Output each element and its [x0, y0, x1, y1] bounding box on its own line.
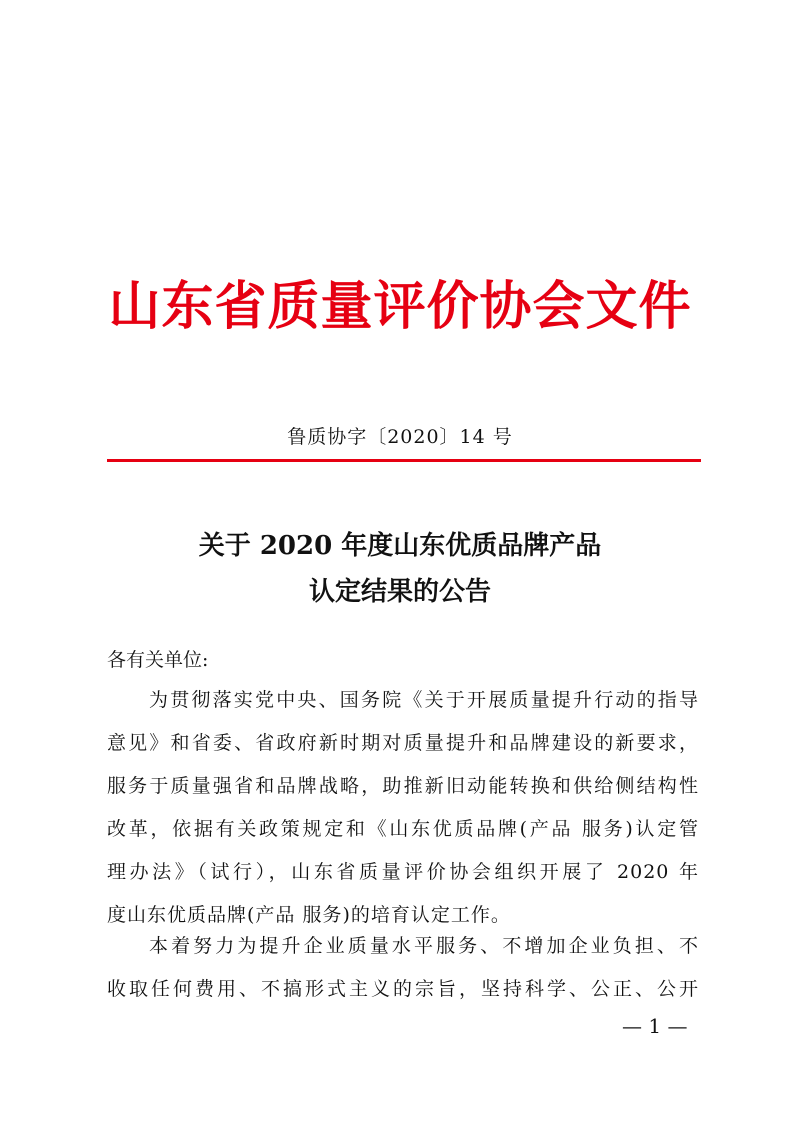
body-line: 本着努力为提升企业质量水平服务、不增加企业负担、不	[149, 935, 699, 957]
body-line: 理办法》（试行），山东省质量评价协会组织开展了 2020 年	[107, 861, 699, 883]
salutation: 各有关单位:	[107, 649, 209, 671]
body-line: 度山东优质品牌(产品 服务)的培育认定工作。	[107, 904, 511, 926]
masthead-title: 山东省质量评价协会文件	[108, 276, 692, 337]
body-line: 收取任何费用、不搞形式主义的宗旨，坚持科学、公正、公开	[107, 978, 699, 1000]
body-line: 改革，依据有关政策规定和《山东优质品牌(产品 服务)认定管	[107, 818, 699, 840]
notice-title-line-2: 认定结果的公告	[308, 577, 491, 607]
document-number: 鲁质协字〔2020〕14 号	[287, 426, 513, 448]
page-number: — 1 —	[622, 1014, 688, 1038]
body-line: 意见》和省委、省政府新时期对质量提升和品牌建设的新要求，	[107, 732, 699, 754]
notice-title-line-1: 关于 2020 年度山东优质品牌产品	[198, 531, 602, 561]
body-line: 服务于质量强省和品牌战略，助推新旧动能转换和供给侧结构性	[107, 775, 699, 797]
red-divider	[107, 459, 701, 462]
body-line: 为贯彻落实党中央、国务院《关于开展质量提升行动的指导	[149, 689, 699, 711]
